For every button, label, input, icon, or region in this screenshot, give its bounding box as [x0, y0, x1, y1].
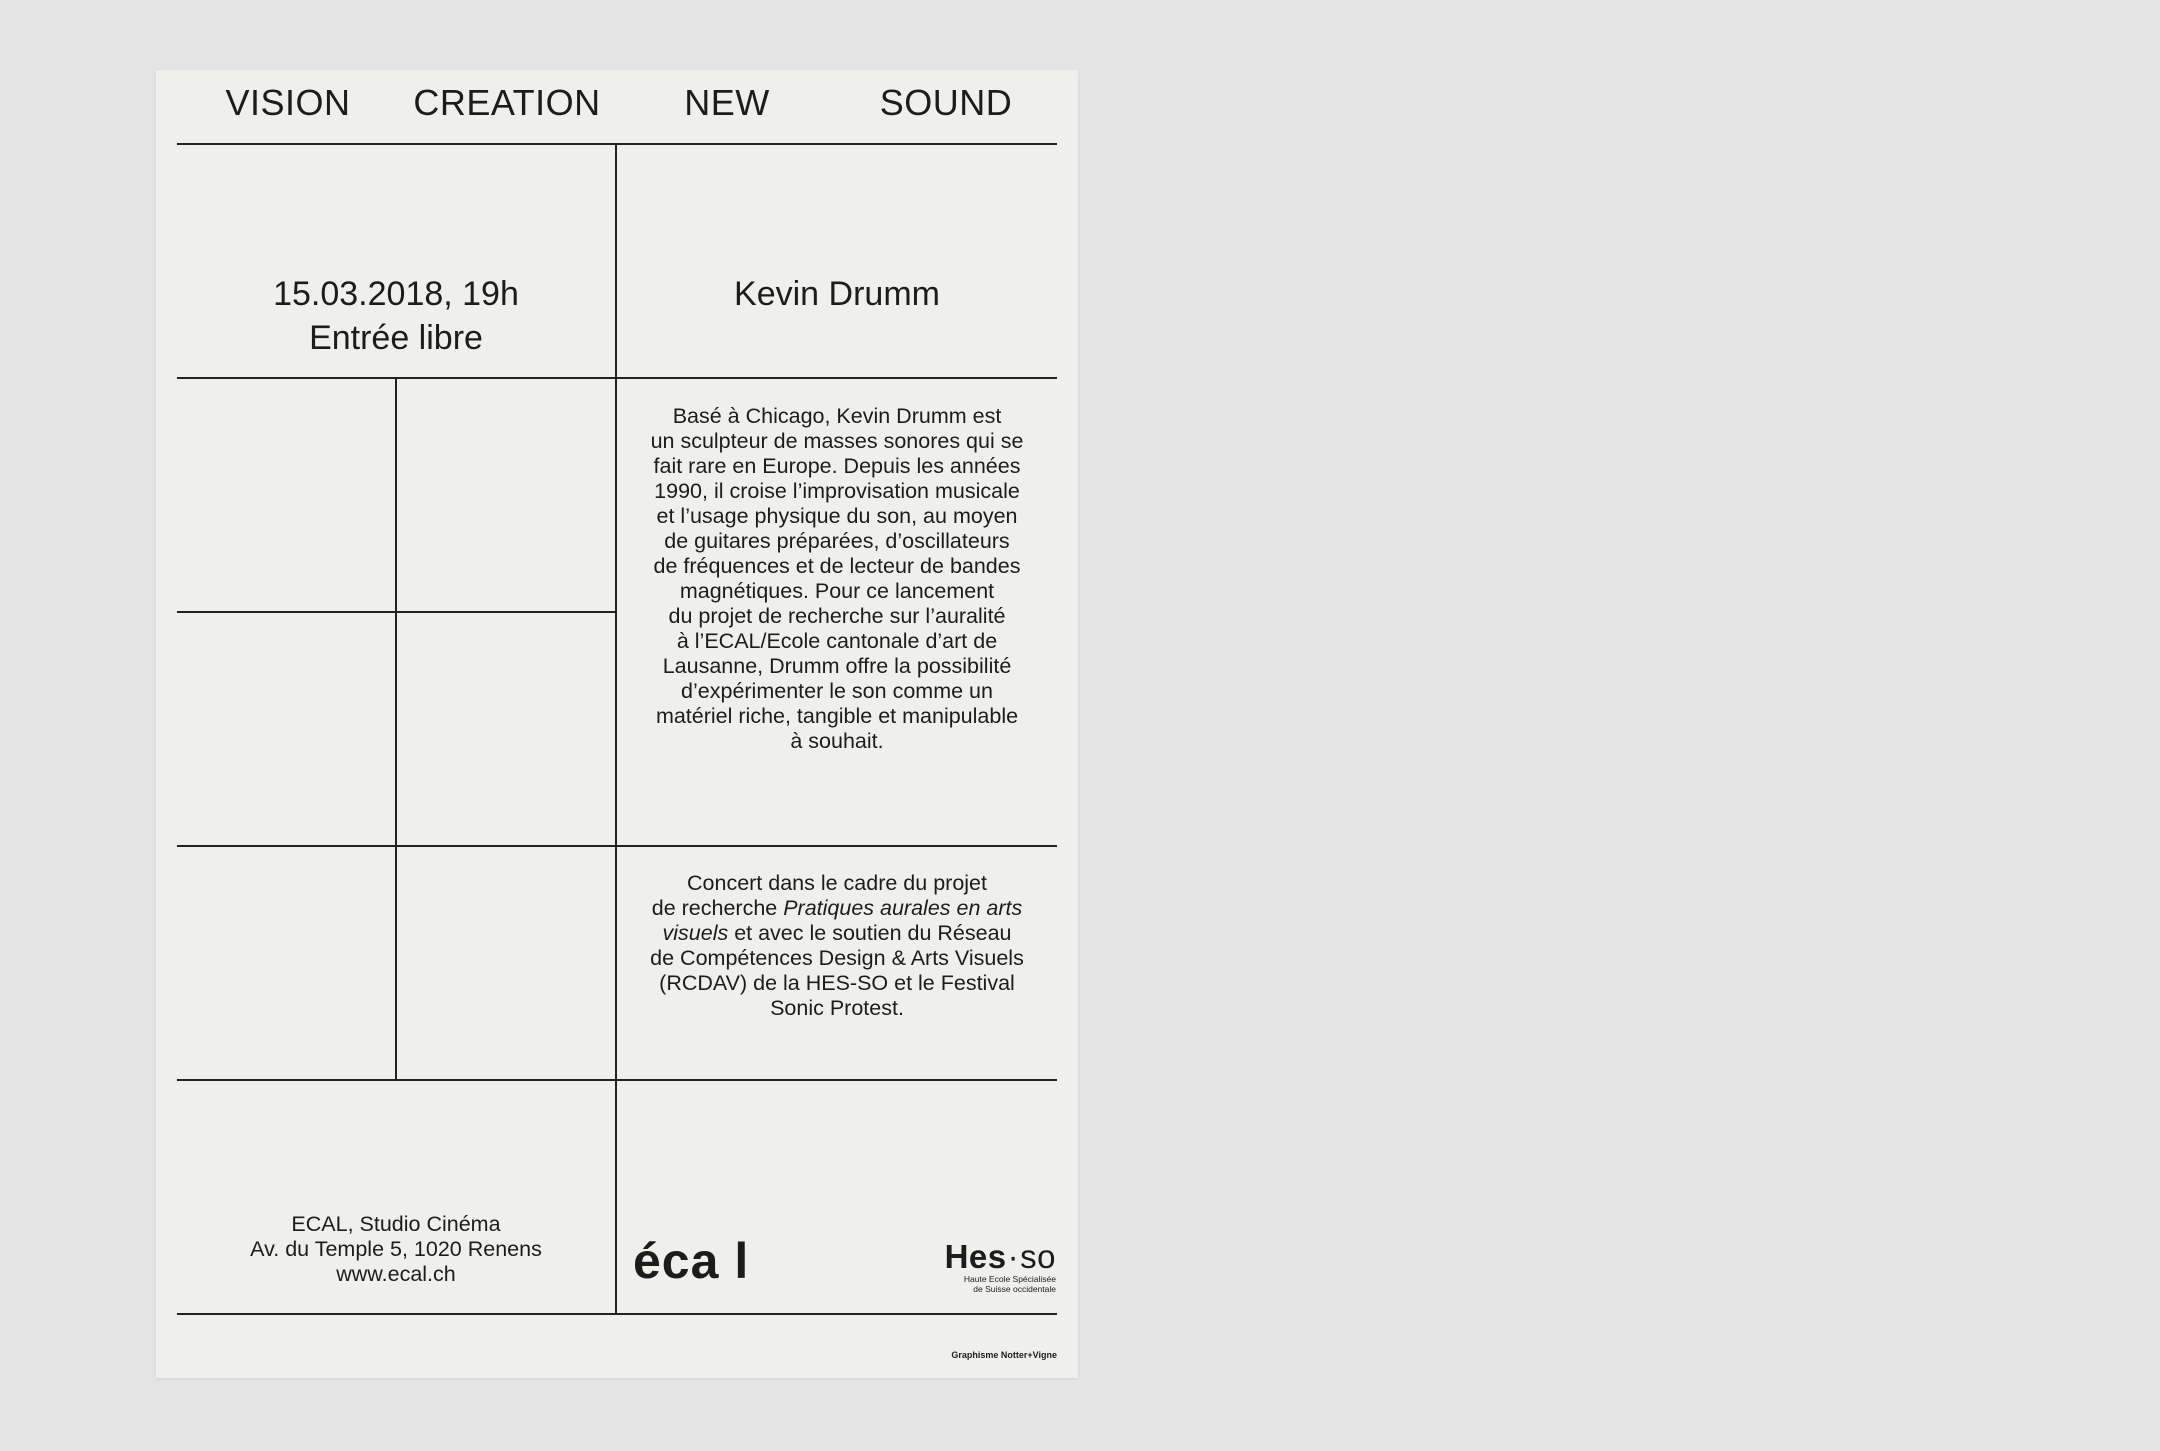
hes-subtitle-line: de Suisse occidentale [973, 1284, 1056, 1294]
bio-line: de fréquences et de lecteur de bandes [653, 554, 1021, 578]
artist-name: Kevin Drumm [734, 275, 940, 313]
grid-line-row1 [177, 377, 1057, 379]
bio-line: et l’usage physique du son, au moyen [656, 504, 1018, 528]
bio-line: de guitares préparées, d’oscillateurs [664, 529, 1010, 553]
hes-so-wordmark [900, 1240, 1056, 1273]
venue-address [177, 1212, 615, 1287]
credits-text: de recherche [651, 896, 784, 920]
grid-line-row3 [177, 845, 1057, 847]
poster [156, 70, 1078, 1378]
bio-line: à souhait. [790, 729, 884, 753]
event-date: 15.03.2018, 19h [273, 275, 519, 313]
header-word-vision: VISION [225, 82, 351, 123]
bio-line: à l’ECAL/Ecole cantonale d’art de [676, 629, 998, 653]
bio-line: un sculpteur de masses sonores qui se [650, 429, 1024, 453]
event-date-block [177, 272, 615, 360]
hes-subtitle-line: Haute Ecole Spécialisée [963, 1274, 1056, 1284]
bio-line: du projet de recherche sur l’auralité [668, 604, 1006, 628]
grid-line-row2-left [177, 611, 617, 613]
concert-credits [621, 871, 1053, 1021]
credits-line: Sonic Protest. [770, 996, 904, 1020]
bio-line: magnétiques. Pour ce lancement [679, 579, 995, 603]
credits-line: de Compétences Design & Arts Visuels [650, 946, 1024, 970]
bio-line: d’expérimenter le son comme un [681, 679, 993, 703]
credits-line: (RCDAV) de la HES-SO et le Festival [659, 971, 1015, 995]
credits-text: et avec le soutien du Réseau [728, 921, 1012, 945]
hes-dot: · [1007, 1238, 1020, 1275]
hes-so-logo [900, 1240, 1056, 1294]
hes-so-subtitle [900, 1274, 1056, 1294]
bio-line: fait rare en Europe. Depuis les années [653, 454, 1021, 478]
header-word-new: NEW [684, 82, 770, 123]
ecal-logo: éca l [633, 1233, 750, 1289]
artist-bio [621, 404, 1053, 754]
header-word-sound: SOUND [879, 82, 1013, 123]
credits-line: Concert dans le cadre du projet [687, 871, 987, 895]
hes-text: Hes [944, 1238, 1007, 1275]
bio-line: 1990, il croise l’improvisation musicale [654, 479, 1020, 503]
grid-line-center [615, 143, 617, 1315]
grid-line-row4 [177, 1079, 1057, 1081]
design-credit: Graphisme Notter+Vigne [951, 1350, 1057, 1360]
grid-line-bottom [177, 1313, 1057, 1315]
grid-line-top [177, 143, 1057, 145]
venue-street: Av. du Temple 5, 1020 Renens [250, 1237, 542, 1261]
bio-line: matériel riche, tangible et manipulable [655, 704, 1019, 728]
bio-line: Basé à Chicago, Kevin Drumm est [672, 404, 1002, 428]
header-word-creation: CREATION [413, 82, 601, 123]
credits-line [621, 921, 1053, 946]
grid-line-left-quarter [395, 377, 397, 1081]
venue-website: www.ecal.ch [336, 1262, 456, 1286]
credits-line [621, 896, 1053, 921]
venue-name: ECAL, Studio Cinéma [291, 1212, 501, 1236]
bio-line: Lausanne, Drumm offre la possibilité [662, 654, 1012, 678]
so-text: so [1020, 1238, 1056, 1275]
event-entry: Entrée libre [309, 319, 483, 357]
project-title: visuels [662, 921, 729, 945]
project-title: Pratiques aurales en arts [783, 896, 1023, 920]
